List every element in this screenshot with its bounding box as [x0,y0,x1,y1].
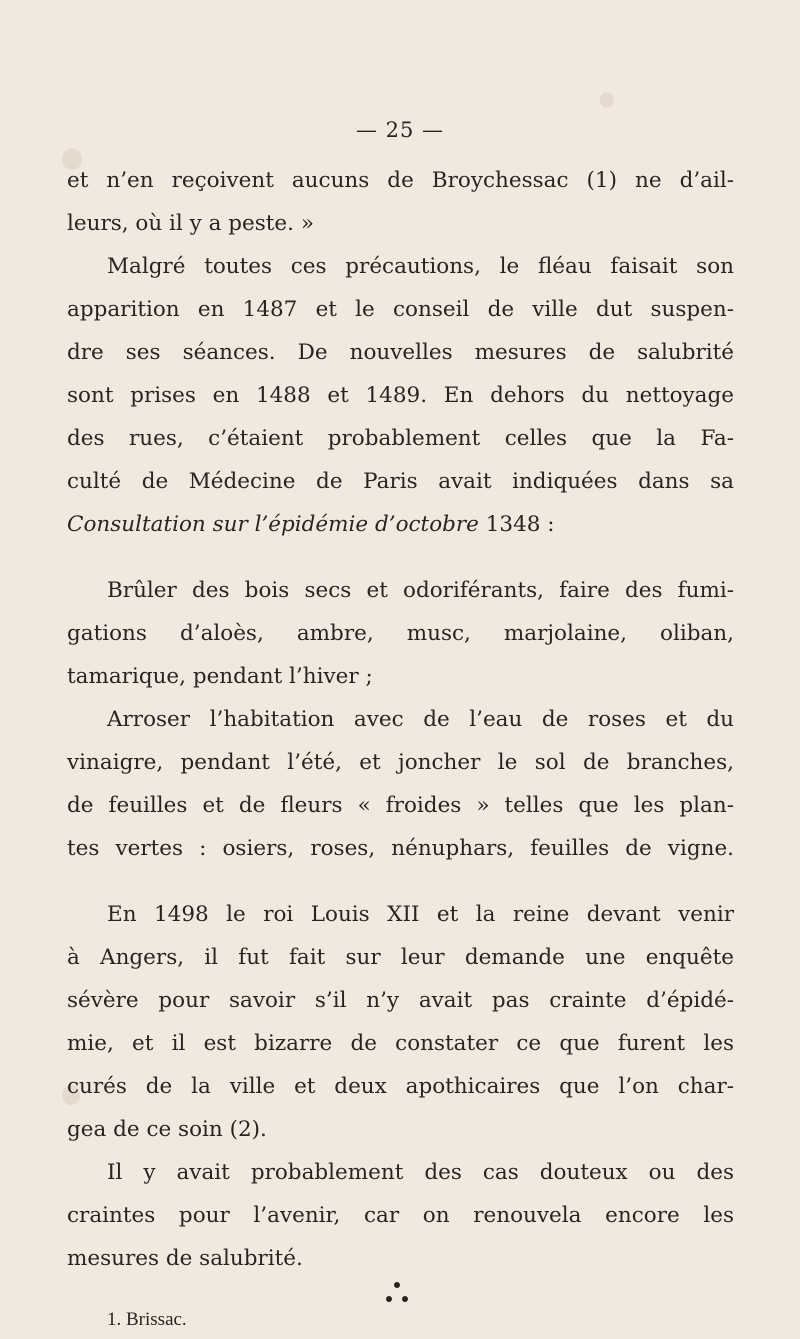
text-line: Brûler des bois secs et odoriférants, faire des fumi- [107,578,734,603]
text-line: En 1498 le roi Louis XII et la reine devant venir [107,902,734,927]
page-number: — 25 — [355,118,445,142]
asterism-divider [382,1282,412,1312]
text-line: culté de Médecine de Paris avait indiquées dans sa [67,469,734,494]
text-line: gations d’aloès, ambre, musc, marjolaine, oliban, [67,621,734,646]
text-line: mesures de salubrité. [67,1246,303,1271]
text-line: sévère pour savoir s’il n’y avait pas crainte d’épidé- [67,988,734,1013]
text-line: curés de la ville et deux apothicaires que l’on char- [67,1074,734,1099]
text-line: des rues, c’étaient probablement celles que la Fa- [67,426,734,451]
text-span: 1348 : [478,512,555,537]
text-line: Malgré toutes ces précautions, le fléau faisait son [107,254,734,279]
text-line: leurs, où il y a peste. » [67,211,314,236]
asterism-dot [394,1282,400,1288]
text-line: dre ses séances. De nouvelles mesures de salubrité [67,340,734,365]
text-line: vinaigre, pendant l’été, et joncher le sol de branches, [67,750,734,775]
text-line: à Angers, il fut fait sur leur demande une enquête [67,945,734,970]
italic-title: Consultation sur l’épidémie d’octobre [67,512,479,537]
text-line: Arroser l’habitation avec de l’eau de roses et du [107,707,734,732]
text-line: tamarique, pendant l’hiver ; [67,664,373,689]
text-line: et n’en reçoivent aucuns de Broychessac (1) ne d’ail- [67,168,734,193]
paper-stain [600,92,614,108]
text-line: de feuilles et de fleurs « froides » telles que les plan- [67,793,734,818]
asterism-dot [386,1296,392,1302]
text-line: mie, et il est bizarre de constater ce que furent les [67,1031,734,1056]
footnote-1: 1. Brissac. [107,1309,187,1330]
text-line: craintes pour l’avenir, car on renouvela encore les [67,1203,734,1228]
text-line: tes vertes : osiers, roses, nénuphars, feuilles de vigne. [67,836,734,861]
text-line: gea de ce soin (2). [67,1117,267,1142]
text-line: sont prises en 1488 et 1489. En dehors du nettoyage [67,383,734,408]
text-line: apparition en 1487 et le conseil de ville dut suspen- [67,297,734,322]
text-line: Il y avait probablement des cas douteux ou des [107,1160,734,1185]
asterism-dot [402,1296,408,1302]
text-line [67,514,555,536]
paper-stain [62,148,82,170]
